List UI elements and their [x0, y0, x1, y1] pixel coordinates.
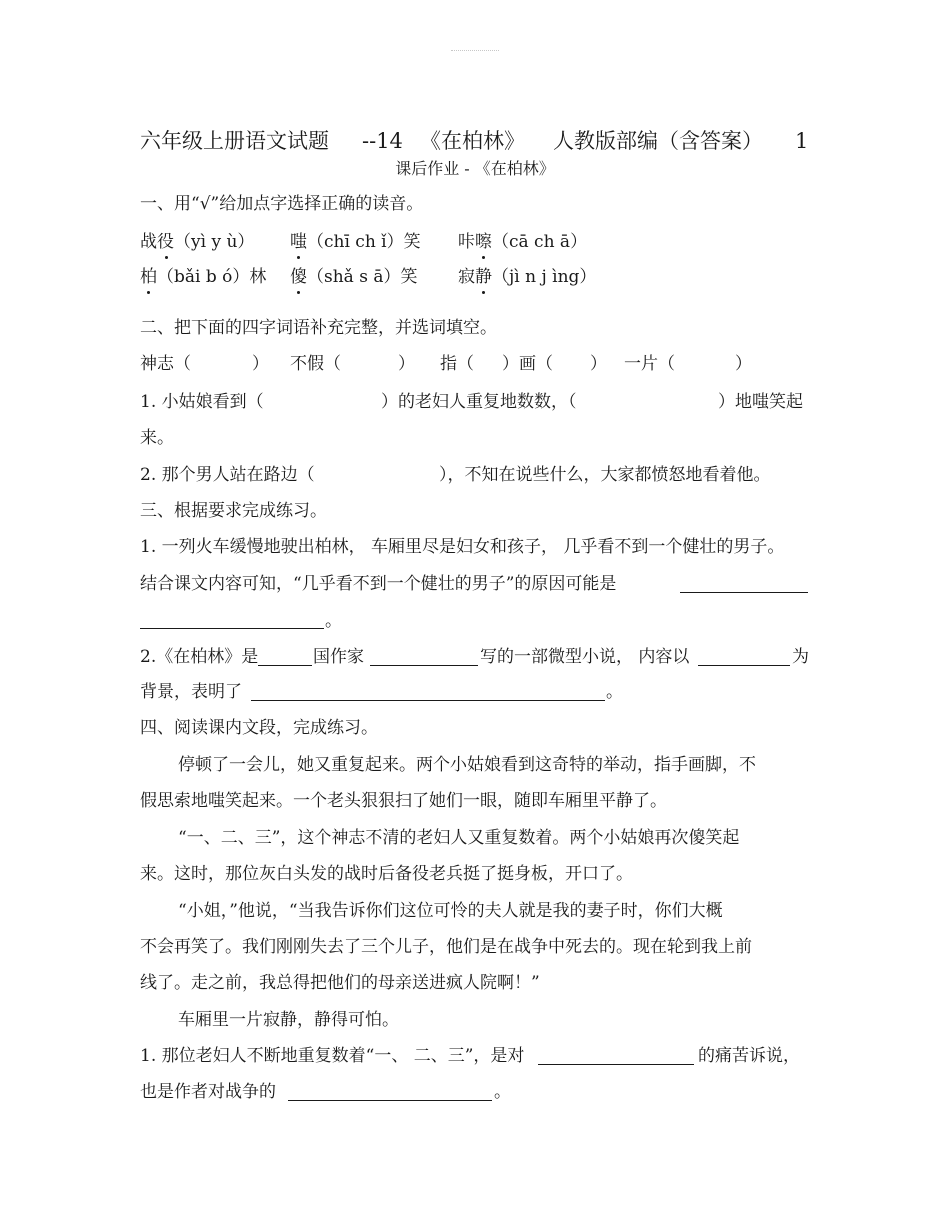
emphasis-dot: [297, 291, 300, 294]
answer-blank[interactable]: [258, 649, 312, 666]
word-shenzhi-close: ）: [252, 354, 269, 374]
passage-p3-line2: 不会再笑了。我们刚刚失去了三个儿子，他们是在战争中死去的。现在轮到我上前: [140, 937, 752, 957]
s3-q2-part-c: 写的一部微型小说， 内容以: [480, 647, 690, 667]
title-main: 六年级上册语文试题: [140, 129, 329, 153]
answer-blank[interactable]: [288, 1084, 492, 1101]
s4-q1-period: 。: [494, 1082, 511, 1102]
s2-q2-part-b: ），不知在说些什么，大家都愤怒地看着他。: [439, 465, 771, 485]
s3-q2-period: 。: [606, 682, 623, 702]
title-book: 《在柏林》: [420, 129, 525, 153]
passage-p3-line3: 线了。走之前，我总得把他们的母亲送进疯人院啊！”: [140, 973, 540, 993]
subtitle: 课后作业 - 《在柏林》: [395, 159, 555, 178]
pinyin-item-kacha: 咔嚓（cā ch ā）: [458, 232, 588, 252]
emphasis-dot: [482, 256, 485, 259]
word-yipian-close: ）: [735, 354, 752, 374]
s4-q1-part-b: 的痛苦诉说，: [698, 1046, 800, 1066]
s3-q2-part-d: 为: [792, 647, 809, 667]
s3-q1-line1: 1. 一列火车缓慢地驶出柏林， 车厢里尽是妇女和孩子， 几乎看不到一个健壮的男子。: [140, 537, 785, 557]
answer-blank[interactable]: [538, 1048, 694, 1065]
s3-q2-part-b: 国作家: [313, 647, 364, 667]
s2-q2-part-a: 2. 那个男人站在路边（: [140, 465, 315, 485]
section2-heading: 二、把下面的四字词语补充完整，并选词填空。: [140, 318, 497, 338]
answer-blank[interactable]: [140, 612, 324, 629]
s3-q1-line2: 结合课文内容可知，“几乎看不到一个健壮的男子”的原因可能是: [140, 574, 617, 594]
s4-q1-part-a: 1. 那位老妇人不断地重复数着“一、 二、三”，是对: [140, 1046, 525, 1066]
passage-p1-line1: 停顿了一会儿，她又重复起来。两个小姑娘看到这奇特的举动，指手画脚，不: [178, 755, 756, 775]
s3-q1-period: 。: [325, 611, 342, 631]
word-bujia-close: ）: [398, 354, 415, 374]
s2-q1-part-c: ）地嗤笑起: [718, 392, 803, 412]
answer-blank[interactable]: [370, 649, 478, 666]
answer-blank[interactable]: [698, 649, 790, 666]
pinyin-item-zhanyi: 战役（yì y ù）: [140, 232, 255, 252]
pinyin-item-jijing: 寂静（jì n j ìng）: [458, 267, 597, 287]
title-number: --14: [362, 129, 403, 153]
answer-blank[interactable]: [251, 684, 605, 701]
passage-p1-line2: 假思索地嗤笑起来。一个老头狠狠扫了她们一眼，随即车厢里平静了。: [140, 791, 667, 811]
word-zhi: 指（: [440, 354, 474, 374]
emphasis-dot: [297, 256, 300, 259]
word-bujia: 不假（: [290, 354, 341, 374]
s3-q2-part-e: 背景，表明了: [140, 682, 242, 702]
s3-q2-part-a: 2.《在柏林》是: [140, 647, 259, 667]
passage-p3-line1: “小姐，”他说，“当我告诉你们这位可怜的夫人就是我的妻子时，你们大概: [178, 901, 723, 921]
word-hua-close: ）: [590, 354, 607, 374]
emphasis-dot: [165, 256, 168, 259]
s2-q1-part-d: 来。: [140, 428, 174, 448]
emphasis-dot: [482, 291, 485, 294]
title-edition: 人教版部编（含答案）: [553, 129, 763, 153]
word-yipian: 一片（: [624, 354, 675, 374]
s2-q1-part-a: 1. 小姑娘看到（: [140, 392, 264, 412]
passage-p2-line2: 来。这时，那位灰白头发的战时后备役老兵挺了挺身板，开口了。: [140, 864, 633, 884]
word-shenzhi: 神志（: [140, 354, 191, 374]
passage-p2-line1: “一、二、三”，这个神志不清的老妇人又重复数着。两个小姑娘再次傻笑起: [178, 828, 740, 848]
pinyin-item-shaxiao: 傻（shǎ s ā）笑: [290, 267, 418, 287]
title-page-number: 1: [795, 129, 809, 153]
pinyin-item-chixiao: 嗤（chī ch ǐ）笑: [290, 232, 421, 252]
pinyin-item-bolin: 柏（bǎi b ó）林: [140, 267, 267, 287]
passage-p4: 车厢里一片寂静，静得可怕。: [178, 1010, 399, 1030]
section4-heading: 四、阅读课内文段，完成练习。: [140, 718, 378, 738]
emphasis-dot: [147, 291, 150, 294]
s4-q1-part-c: 也是作者对战争的: [140, 1082, 276, 1102]
section1-heading: 一、用“√”给加点字选择正确的读音。: [140, 194, 424, 214]
word-hua: ）画（: [502, 354, 553, 374]
answer-blank[interactable]: [680, 576, 808, 593]
page-top-mark: [451, 50, 499, 51]
section3-heading: 三、根据要求完成练习。: [140, 501, 327, 521]
s2-q1-part-b: ）的老妇人重复地数数，（: [381, 392, 577, 412]
